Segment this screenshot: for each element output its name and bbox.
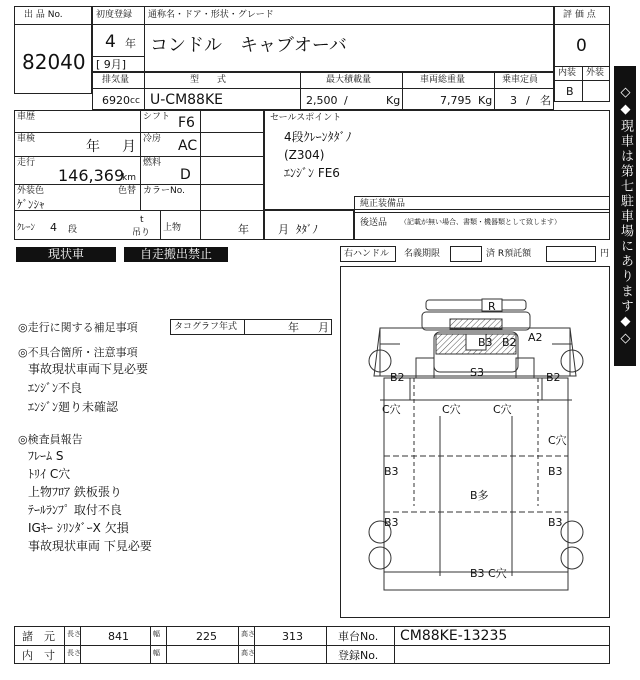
name-change-label: 名義期限 [404,249,441,259]
shift-label: シフト [143,112,171,122]
height-label: 高さ [241,630,255,638]
tachograph-month: 月 [318,321,329,334]
grade-value: 0 [576,36,587,56]
crane-label: ｸﾚｰﾝ [17,223,36,233]
first-reg-year: 4 [105,32,116,52]
damage-mark: B3 C穴 [470,567,507,580]
aftermarket-note: （記載が無い場合、書類・機器類として致します） [400,218,561,226]
mileage-label: 走行 [17,158,36,168]
inner-height-label: 高さ [241,649,255,657]
damage-mark: B3 [548,465,563,478]
damage-mark: B2 [546,371,561,384]
width-label: 幅 [153,630,160,638]
length-label: 長さ [67,630,81,638]
damage-mark: B3 [384,465,399,478]
grade-label: 評 価 点 [563,10,596,20]
damage-mark: C穴 [548,434,567,447]
aftermarket-label: 後送品 [360,218,388,228]
vehicle-name-label: 通称名・ドア・形状・グレード [148,10,274,20]
registration-label: 登録No. [338,649,379,662]
capacity-slash: / [526,94,530,107]
parking-location-banner: ◇◆現車は第七駐車場にあります◆◇ [614,66,636,366]
inspection-month: 月 [122,139,136,155]
gross-weight-value: 7,795 [440,94,472,107]
truck-diagram-svg [340,266,610,618]
max-load-label: 最大積載量 [326,75,372,85]
damage-mark: A2 [528,331,543,344]
fuel-value: D [180,167,191,183]
inspection-label: 車検 [17,134,36,144]
damage-mark: C穴 [442,403,461,416]
sales-point-line-1: 4段ｸﾚｰﾝﾀﾀﾞﾉ [284,130,352,144]
no-self-drive-badge: 自走搬出禁止 [124,247,228,262]
first-reg-year-unit: 年 [125,37,136,50]
damage-mark: B多 [470,489,489,502]
name-change-field [450,246,482,262]
height-value: 313 [282,630,303,643]
chassis-label: 車台No. [338,630,379,643]
damage-mark: C穴 [382,403,401,416]
recycle-field [546,246,596,262]
upper-body-label: 上物 [163,223,182,233]
damage-mark: B2 [502,336,517,349]
sales-point-line-2: (Z304) [284,148,325,162]
inspector-line-6: 事故現状車両 下見必要 [28,539,152,553]
mileage-value: 146,369 [58,166,125,185]
defect-line-1: 事故現状車両下見必要 [28,362,149,376]
fuel-label: 燃料 [143,158,162,168]
first-reg-month: [ 9月] [96,58,127,71]
damage-mark: S3 [470,366,484,379]
exterior-color-label: 外装色 [17,186,45,196]
spec-label: 諸 元 [22,630,55,643]
damage-mark: C穴 [493,403,512,416]
sales-point-line-3: ｴﾝｼﾞﾝ FE6 [284,166,340,180]
color-number-label: カラーNo. [143,186,185,196]
inspector-report-label: ◎検査員報告 [18,433,83,446]
crane-steps-unit: 段 [68,225,78,235]
model-value: U-CM88KE [150,92,223,108]
gross-weight-unit: Kg [478,94,493,107]
defects-label: ◎不具合箇所・注意事項 [18,346,138,359]
damage-mark: B3 [384,516,399,529]
current-car-badge: 現状車 [16,247,116,262]
aircon-value: AC [178,138,198,154]
right-hand-label: 右ハンドル [344,249,390,259]
crane-hanging-label: 吊り [132,228,151,238]
exterior-color-value: ｹﾞﾝｼｬ [17,198,45,211]
shift-value: F6 [178,115,195,131]
inspector-line-3: 上物ﾌﾛｱ 鉄板張り [28,485,122,499]
yen-label: 円 [600,249,610,259]
gross-weight-label: 車両総重量 [420,75,466,85]
interior-grade-value: B [566,85,574,98]
genuine-equipment-label: 純正装備品 [360,199,406,209]
exterior-grade-label: 外装 [586,68,605,78]
defect-line-2: ｴﾝｼﾞﾝ不良 [28,381,83,395]
inspector-line-1: ﾌﾚｰﾑ S [28,449,64,463]
aircon-label: 冷房 [143,134,162,144]
width-value: 225 [196,630,217,643]
upper-body-value: ﾀﾀﾞﾉ [296,223,318,236]
capacity-label: 乗車定員 [502,75,539,85]
inner-dimensions-label: 内 寸 [22,649,55,662]
defect-line-3: ｴﾝｼﾞﾝ廻り未確認 [28,400,119,414]
displacement-value: 6920 [102,94,130,107]
damage-mark: B2 [390,371,405,384]
capacity-value: 3 [510,94,517,107]
crane-steps: 4 [50,221,57,234]
displacement-label: 排気量 [102,75,130,85]
inspector-line-2: ﾄﾘｲ C穴 [28,467,71,481]
driving-notes-label: ◎走行に関する補足事項 [18,321,138,334]
inspection-year: 年 [86,139,100,155]
vehicle-name: コンドル キャブオーバ [150,35,347,56]
interior-grade-label: 内装 [558,68,577,78]
model-label: 型 式 [190,75,227,85]
inspector-line-5: IGｷｰ ｼﾘﾝﾀﾞｰX 欠損 [28,521,129,535]
capacity-unit: 名 [540,94,551,107]
sales-point-label: セールスポイント [270,113,342,123]
displacement-unit: cc [130,96,140,106]
max-load-slash: / [344,94,348,107]
tachograph-year: 年 [288,321,299,334]
damage-mark: R [488,300,496,313]
damage-mark: B3 [548,516,563,529]
inspector-line-4: ﾃｰﾙﾗﾝﾌﾟ 取付不良 [28,503,122,517]
chassis-number: CM88KE-13235 [400,628,508,644]
inner-length-label: 長さ [67,649,81,657]
tachograph-label: タコグラフ年式 [174,322,238,332]
inner-width-label: 幅 [153,649,160,657]
upper-body-year: 年 [238,223,249,236]
lot-label: 出 品 No. [24,10,63,20]
recycle-label: 済 R預託額 [486,249,532,259]
history-label: 車歴 [17,112,36,122]
mileage-unit: km [122,173,136,183]
max-load-unit: Kg [386,94,401,107]
color-change-label: 色替 [118,186,137,196]
damage-mark: B3 [478,336,493,349]
upper-body-month: 月 [278,223,289,236]
lot-number: 82040 [22,50,86,74]
crane-ton-unit: t [140,215,144,225]
length-value: 841 [108,630,129,643]
first-registration-label: 初度登録 [96,10,133,20]
max-load-value: 2,500 [306,94,338,107]
